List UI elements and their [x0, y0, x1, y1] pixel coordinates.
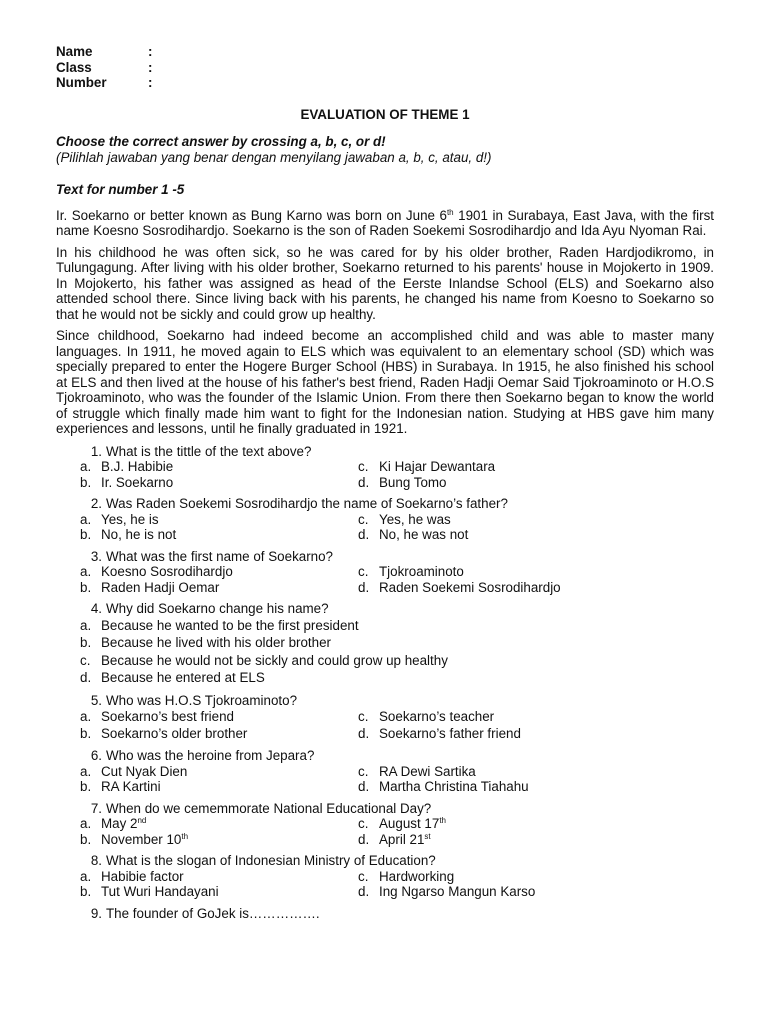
question-5: 5. Who was H.O.S Tjokroaminoto? a. Soekarno’s best friend c. Soekarno’s teacher b. Soekarno’s older brother d. Soekarno’s father friend [56, 693, 714, 743]
student-info [56, 44, 714, 91]
question-8: 8. What is the slogan of Indonesian Ministry of Education? a. Habibie factor c. Hardworking b. Tut Wuri Handayani d. Ing Ngarso Mangun Karso [56, 853, 714, 900]
number-field: Number : [56, 75, 153, 90]
question-6: 6. Who was the heroine from Jepara? a. Cut Nyak Dien c. RA Dewi Sartika b. RA Kartini d. Martha Christina Tiahahu [56, 748, 714, 795]
option-d[interactable]: d. Martha Christina Tiahahu [358, 779, 529, 794]
worksheet-page [56, 44, 714, 927]
option-d[interactable]: d. No, he was not [358, 527, 469, 542]
option-c[interactable]: c. Hardworking [358, 868, 455, 884]
question-list [56, 444, 714, 922]
option-d[interactable]: d. Ing Ngarso Mangun Karso [358, 884, 536, 899]
paragraph-1: Ir. Soekarno or better known as Bung Karno was born on June 6th 1901 in Surabaya, East Java, with the first name Koesno Sosrodihardjo. Soekarno is the son of Raden Soekemi Sosrodihardjo and Ida Ayu Nyoman Rai. [56, 207, 714, 238]
question-9: 9. The founder of GoJek is……………. [90, 905, 320, 921]
option-c[interactable]: c. Ki Hajar Dewantara [358, 459, 496, 474]
option-d[interactable]: d. April 21st [358, 831, 431, 847]
option-b[interactable]: b. Because he lived with his older brother [80, 635, 332, 650]
option-b[interactable]: b. RA Kartini [80, 779, 161, 794]
option-c[interactable]: c. August 17th [358, 816, 446, 831]
option-d[interactable]: d. Bung Tomo [358, 474, 447, 490]
text-heading: Text for number 1 -5 [56, 182, 185, 197]
option-b[interactable]: b. Soekarno’s older brother [80, 726, 248, 741]
instruction-indonesian: (Pilihlah jawaban yang benar dengan menyilang jawaban a, b, c, atau, d!) [56, 149, 492, 165]
option-c[interactable]: c. Yes, he was [358, 511, 451, 527]
question-2: 2. Was Raden Soekemi Sosrodihardjo the name of Soekarno’s father? a. Yes, he is c. Yes, he was b. No, he is not d. No, he was not [56, 496, 714, 543]
option-b[interactable]: b. Raden Hadji Oemar [80, 579, 220, 595]
name-field: Name : [56, 44, 153, 59]
option-c[interactable]: c. Tjokroaminoto [358, 564, 464, 579]
option-b[interactable]: b. November 10th [80, 831, 189, 847]
option-a[interactable]: a. Cut Nyak Dien [80, 763, 188, 779]
question-3: 3. What was the first name of Soekarno? a. Koesno Sosrodihardjo c. Tjokroaminoto b. Raden Hadji Oemar d. Raden Soekemi Sosrodihardjo [56, 549, 714, 596]
option-c[interactable]: c. Soekarno’s teacher [358, 709, 495, 724]
option-a[interactable]: a. B.J. Habibie [80, 459, 174, 474]
question-1: 1. What is the tittle of the text above? a. B.J. Habibie c. Ki Hajar Dewantara b. Ir. Soekarno d. Bung Tomo [56, 444, 714, 491]
paragraph-3: Since childhood, Soekarno had indeed become an accomplished child and was able to master many languages. In 1911, he moved again to ELS which was equivalent to an elementary school (SD) which was specially prepared to enter the Hogere Burger School (HBS) in Surabaya. In 1915, he also finished his school at ELS and then lived at the house of his father's best friend, Raden Hadji Oemar Said Tjokroaminoto or H.O.S Tjokroaminoto, who was the founder of the Islamic Union. From there then Soekarno began to know the world of struggle which finally made him want to fight for the Indonesian nation. Studying at HBS gave him many experiences and lessons, until he finally graduated in 1921. [56, 328, 714, 436]
paragraph-2: In his childhood he was often sick, so he was cared for by his older brother, Raden Hardjodikromo, in Tulungagung. After living with his older brother, Soekarno returned to his parents' house in Mojokerto in 1909. In Mojokerto, his father was assigned as head of the Eerste Inlandse School (ELS) and Soekarno also attended school there. Since living back with his parents, he changed his name from Koesno to Soekarno so that he would not be sickly and could grow up healthy. [56, 244, 714, 322]
instruction-english: Choose the correct answer by crossing a, b, c, or d! [56, 134, 386, 149]
option-d[interactable]: d. Because he entered at ELS [80, 670, 265, 685]
option-d[interactable]: d. Raden Soekemi Sosrodihardjo [358, 579, 561, 595]
option-d[interactable]: d. Soekarno’s father friend [358, 726, 521, 741]
option-a[interactable]: a. May 2nd [80, 816, 147, 831]
option-a[interactable]: a. Soekarno’s best friend [80, 709, 234, 724]
option-a[interactable]: a. Because he wanted to be the first president [80, 617, 359, 633]
option-b[interactable]: b. No, he is not [80, 527, 177, 542]
page-title: EVALUATION OF THEME 1 [300, 106, 470, 122]
option-a[interactable]: a. Habibie factor [80, 868, 184, 884]
question-7: 7. When do we cememmorate National Educational Day? a. May 2nd c. August 17th b. November 10th d. April 21st [56, 801, 714, 848]
option-b[interactable]: b. Tut Wuri Handayani [80, 884, 219, 899]
question-4: 4. Why did Soekarno change his name? a. Because he wanted to be the first president b. Because he lived with his older brother c. Because he would not be sickly and could grow up healthy d. Because he entered at ELS [56, 601, 714, 687]
option-c[interactable]: c. Because he would not be sickly and could grow up healthy [80, 652, 448, 668]
option-a[interactable]: a. Yes, he is [80, 511, 159, 527]
option-a[interactable]: a. Koesno Sosrodihardjo [80, 564, 233, 579]
option-c[interactable]: c. RA Dewi Sartika [358, 763, 476, 779]
option-b[interactable]: b. Ir. Soekarno [80, 474, 174, 490]
class-field: Class : [56, 59, 153, 75]
